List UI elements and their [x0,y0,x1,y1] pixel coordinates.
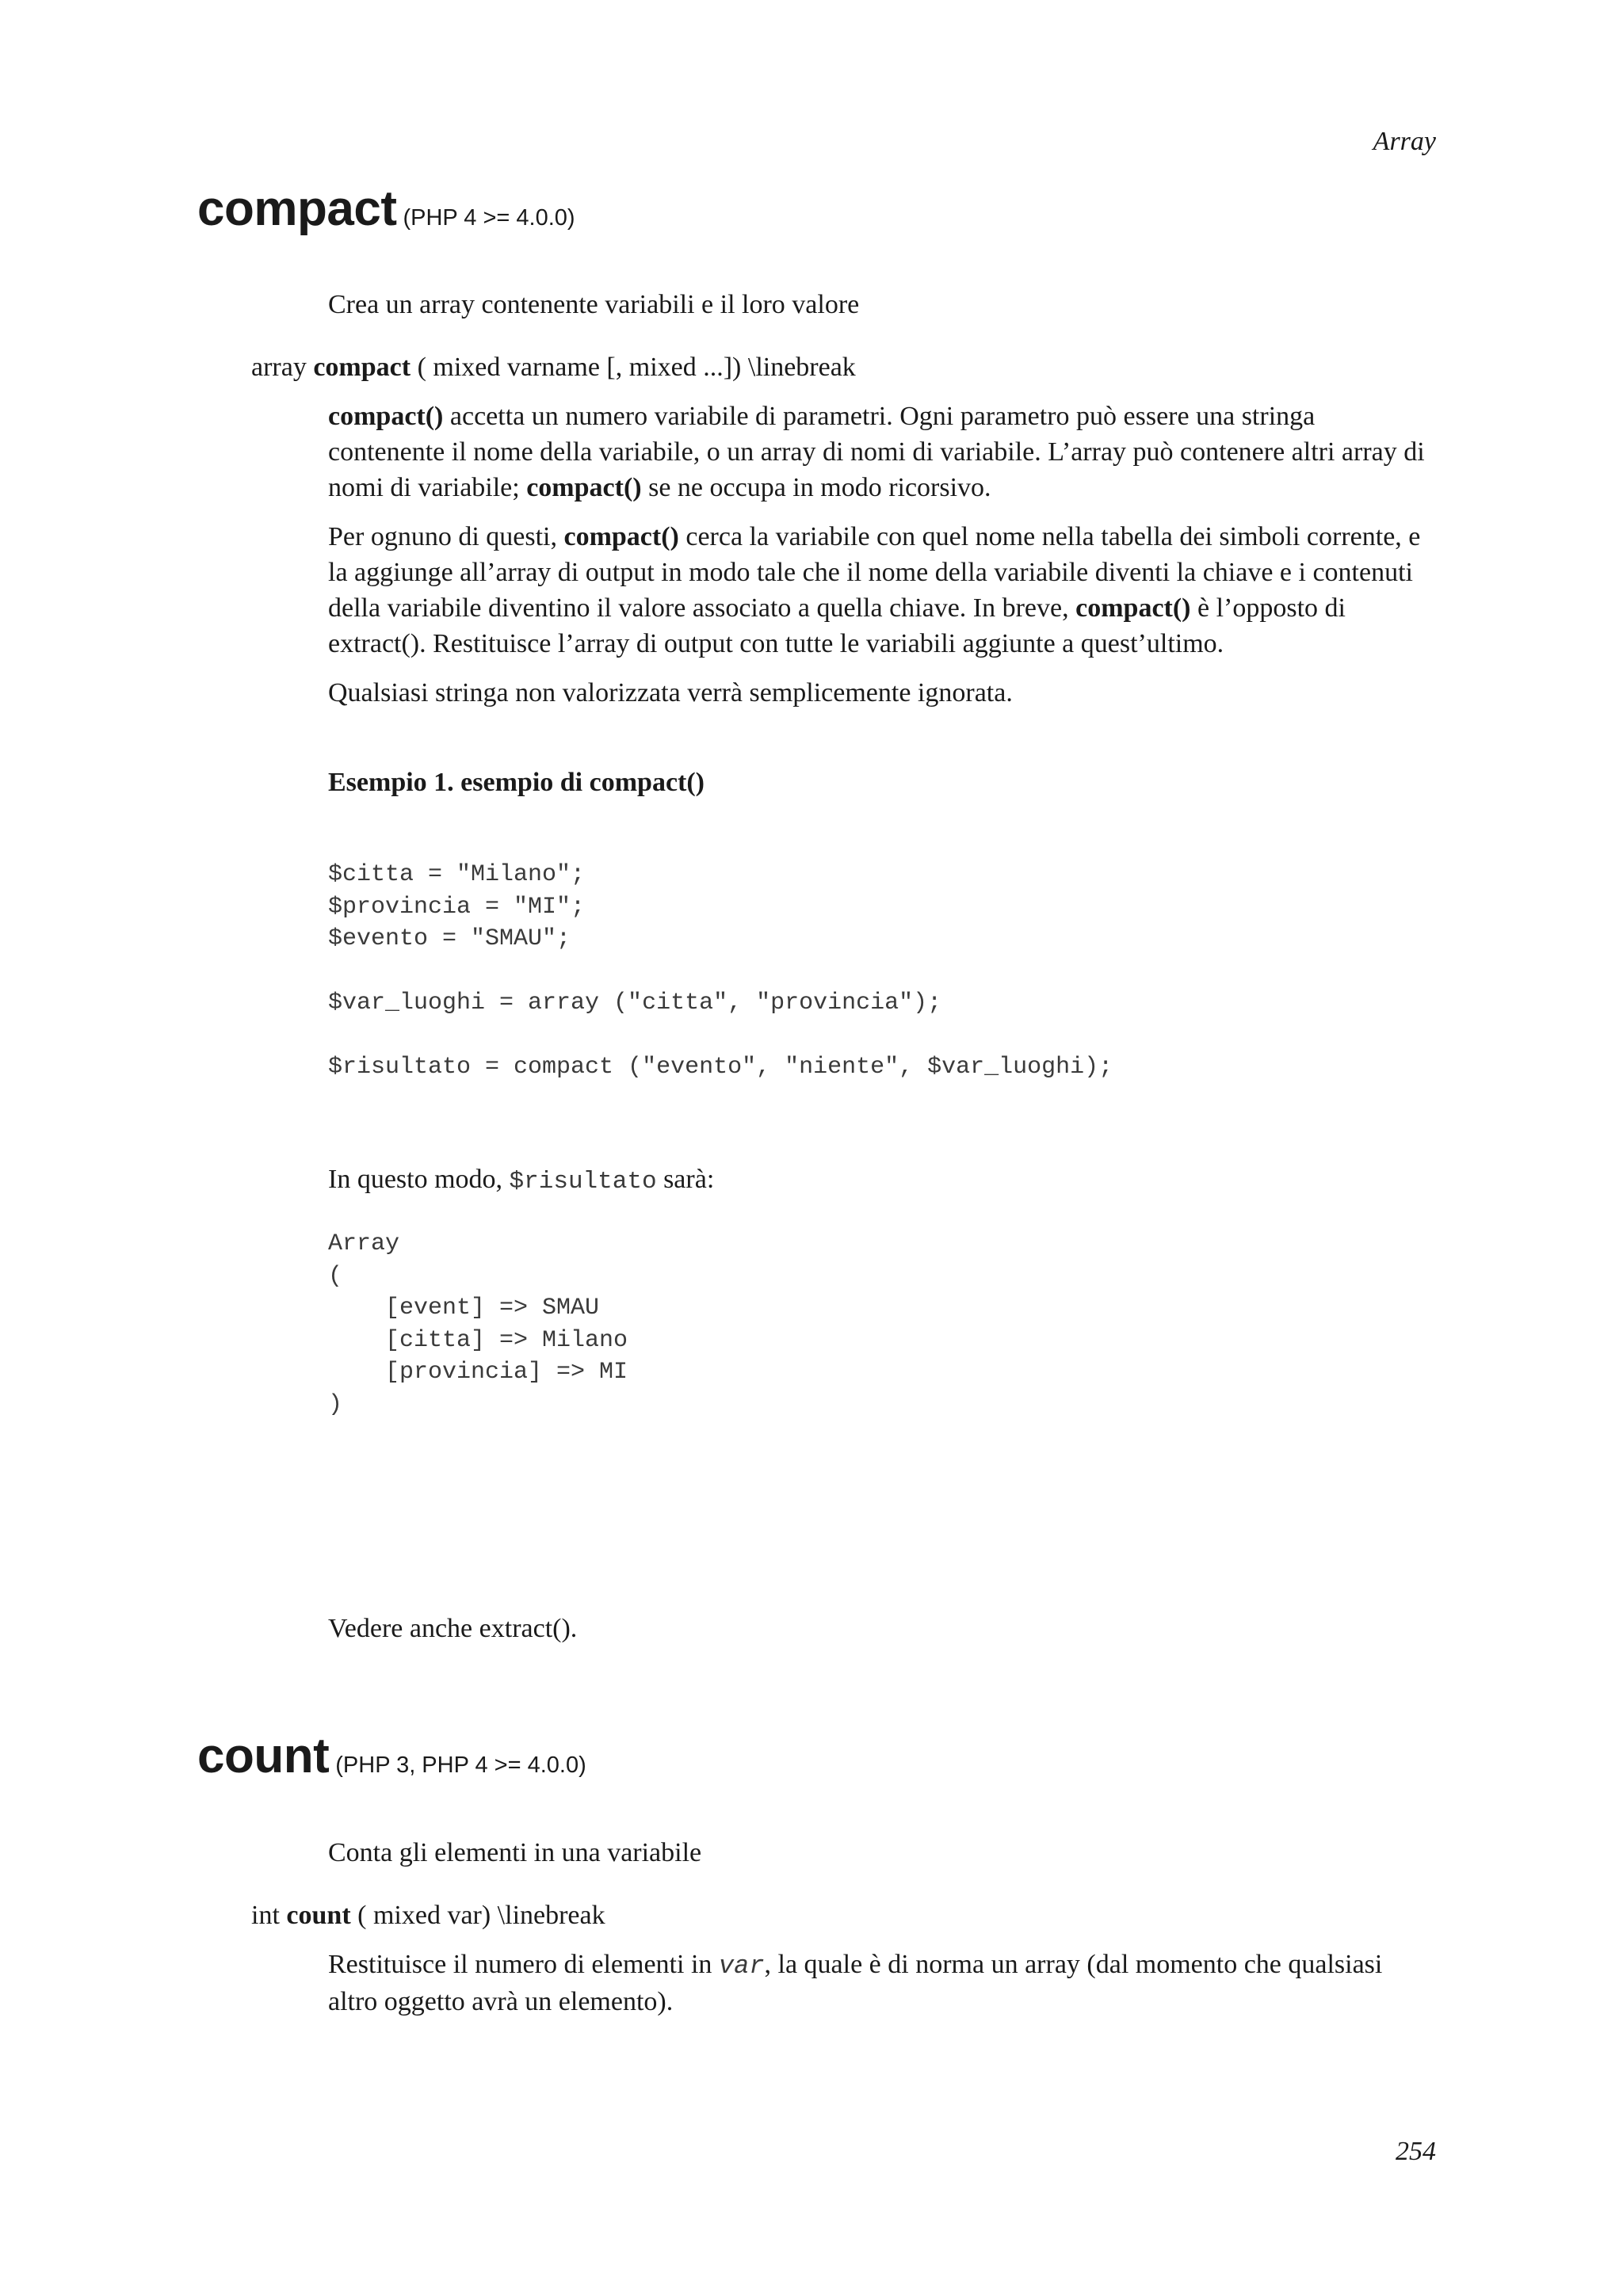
function-purpose: Conta gli elementi in una variabile [328,1838,702,1867]
function-synopsis [251,1897,605,1933]
synopsis-function-name: count [286,1901,351,1930]
description-paragraph [328,399,1430,505]
paragraph-text: In questo modo, [328,1165,510,1194]
see-also: Vedere anche extract(). [328,1614,578,1643]
paragraph-text: cerca la variabile con quel nome nella tabella dei simboli corrente, e la aggiunge all’array di output in modo tale che il nome della variabile diventi la chiave e i contenuti della variabile diventino il valore associato a quella chiave. In breve, [328,522,1421,623]
paragraph-text: Restituisce il numero di elementi in [328,1950,719,1979]
function-name: count [197,1729,330,1783]
result-output: Array ( [event] => SMAU [citta] => Milano [provincia] => MI ) [328,1230,628,1418]
example-code: $citta = "Milano"; $provincia = "MI"; $evento = "SMAU"; $var_luoghi = array ("citta", "provincia"); $risultato = compact ("evento", "niente", $var_luoghi); [328,861,1113,1081]
function-version: (PHP 4 >= 4.0.0) [403,205,575,231]
synopsis-return-type: array [251,353,307,382]
description-paragraph: Qualsiasi stringa non valorizzata verrà semplicemente ignorata. [328,678,1013,707]
function-synopsis [251,349,856,385]
paragraph-text: , la quale è di norma un array (dal momento che qualsiasi altro oggetto avrà un elemento). [328,1950,1383,2016]
synopsis-params: ( mixed var) \linebreak [350,1901,605,1930]
function-purpose: Crea un array contenente variabili e il loro valore [328,290,860,319]
paragraph-text: è l’opposto di extract(). Restituisce l’array di output con tutte le variabili aggiunte a quest’ultimo. [328,593,1346,658]
description-paragraph [328,1947,1430,2019]
inline-variable: $risultato [509,1168,657,1196]
paragraph-text: accetta un numero variabile di parametri. Ogni parametro può essere una stringa contenente il nome della variabile, o un array di nomi di variabile. L’array può contenere altri array di nomi di variabile; [328,402,1425,502]
function-version: (PHP 3, PHP 4 >= 4.0.0) [335,1753,586,1778]
page-number: 254 [1396,2137,1436,2166]
paragraph-text: sarà: [656,1165,715,1194]
fn-ref: compact() [328,402,444,431]
inline-variable: var [718,1951,765,1981]
synopsis-function-name: compact [313,353,411,382]
synopsis-params: ( mixed varname [, mixed ...]) \linebreak [411,353,856,382]
fn-ref: compact() [526,473,642,502]
function-heading-count [197,1728,586,1784]
paragraph-text: se ne occupa in modo ricorsivo. [641,473,991,502]
function-heading-compact [197,181,575,237]
result-intro [328,1161,714,1199]
example-title: Esempio 1. esempio di compact() [328,768,705,797]
function-name: compact [197,181,397,236]
fn-ref: compact() [563,522,679,551]
fn-ref: compact() [1075,593,1191,623]
running-header: Array [1373,127,1436,156]
paragraph-text: Per ognuno di questi, [328,522,564,551]
synopsis-return-type: int [251,1901,280,1930]
description-paragraph [328,519,1430,662]
